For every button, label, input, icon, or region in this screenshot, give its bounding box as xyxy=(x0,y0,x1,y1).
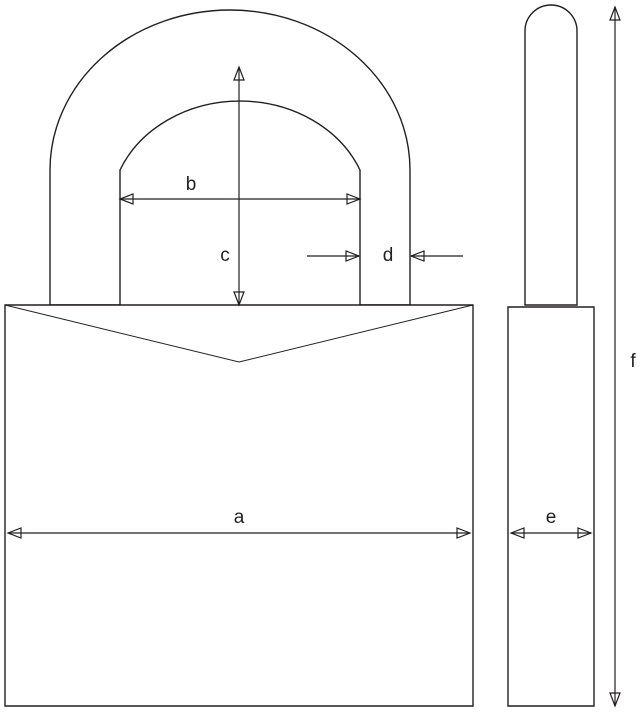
side-view xyxy=(508,5,636,706)
dimension-f xyxy=(610,7,636,706)
shackle-outline xyxy=(50,10,410,305)
dimension-f-label: f xyxy=(630,351,636,373)
side-shackle-outline xyxy=(525,5,577,305)
dimension-b-label: b xyxy=(185,174,197,196)
dimension-e-label: e xyxy=(545,507,557,529)
lock-body-outline xyxy=(5,305,473,706)
front-view xyxy=(5,10,473,706)
dimension-d xyxy=(307,245,463,266)
dimension-d-label: d xyxy=(382,245,394,267)
dimension-b xyxy=(120,174,360,204)
dimension-a-label: a xyxy=(233,507,245,529)
dimension-c xyxy=(220,67,244,305)
dimension-c-label: c xyxy=(220,245,230,267)
